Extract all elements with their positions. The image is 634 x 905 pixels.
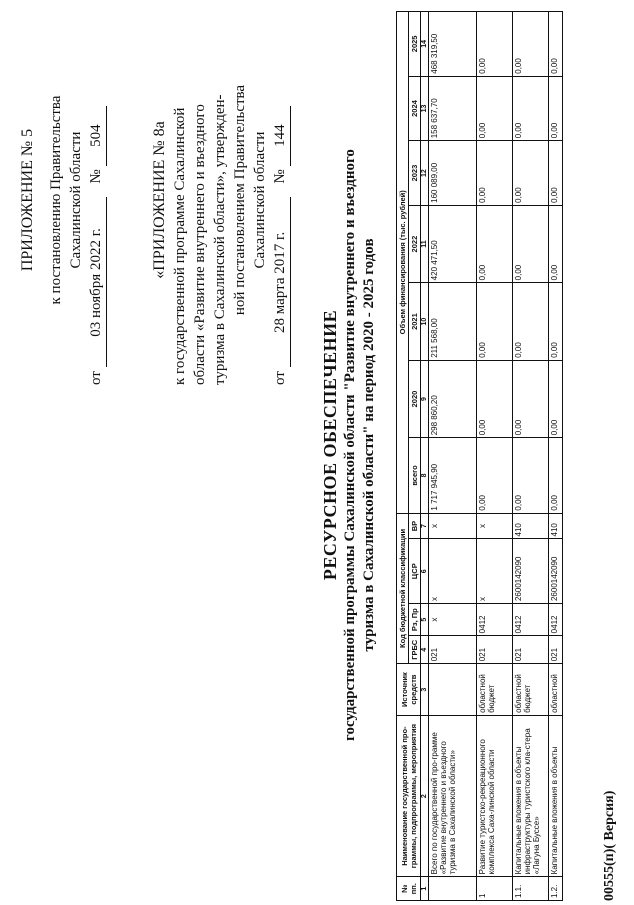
document-version-code: 00555(п)( Версия) — [602, 790, 617, 901]
resolution-number: 504 — [86, 106, 107, 166]
row-total: 0,00 — [513, 438, 549, 513]
column-index: 4 — [421, 636, 429, 664]
subheader-line: туризма в Сахалинской области», утвержден- — [212, 94, 228, 385]
column-index: 1 — [421, 877, 429, 901]
row-2021: 0,00 — [477, 283, 513, 360]
document-title — [320, 85, 379, 805]
row-2023: 160 089,00 — [429, 141, 477, 206]
row-grbs: 021 — [477, 636, 513, 664]
col-header-amount: Объем финансирования (тыс. рублей) — [397, 12, 409, 514]
column-index: 11 — [421, 205, 429, 282]
col-header-2020: 2020 — [409, 360, 421, 437]
row-vr: х — [429, 513, 477, 539]
table-row — [477, 12, 513, 901]
table-row — [513, 12, 549, 901]
row-rzpr: 0412 — [477, 604, 513, 636]
row-2024: 158 637,70 — [429, 76, 477, 141]
title-main: РЕСУРСНОЕ ОБЕСПЕЧЕНИЕ — [320, 309, 340, 581]
row-2021: 211 568,00 — [429, 283, 477, 360]
row-vr: 410 — [549, 513, 563, 539]
appendix-title: ПРИЛОЖЕНИЕ № 5 — [19, 128, 36, 272]
row-num — [429, 877, 477, 901]
column-index-row — [421, 12, 429, 901]
col-header-2025: 2025 — [409, 12, 421, 77]
column-index: 13 — [421, 76, 429, 141]
row-2025: 0,00 — [513, 12, 549, 77]
col-header-total: всего — [409, 438, 421, 513]
row-2022: 420 471,50 — [429, 205, 477, 282]
column-index: 7 — [421, 513, 429, 539]
column-index: 12 — [421, 141, 429, 206]
row-source: областной — [549, 664, 563, 716]
column-index: 3 — [421, 664, 429, 716]
col-header-rzpr: Рз, Пр — [409, 604, 421, 636]
row-2020: 0,00 — [513, 360, 549, 437]
subheader-line: Сахалинской области — [252, 131, 268, 269]
row-2022: 0,00 — [513, 205, 549, 282]
row-num: 1.1. — [513, 877, 549, 901]
subheader-line: области «Развитие внутреннего и въездного — [192, 104, 208, 385]
row-name: Капитальные вложения в объекты инфраструктуры туристского кла-стера «Лагуна Буссе» — [513, 715, 549, 876]
row-name: Всего по государственной про-грамме «Развитие внутреннего и въездного туризма в Сахалинской области» — [429, 715, 477, 876]
row-csr: 2600142090 — [513, 539, 549, 604]
table-header-row — [397, 12, 409, 901]
row-num: 1 — [477, 877, 513, 901]
program-date-line: от 28 марта 2017 г. № 144 — [270, 15, 291, 385]
row-csr: х — [429, 539, 477, 604]
column-index: 2 — [421, 715, 429, 876]
title-line-3: туризма в Сахалинской области" на период 2020 - 2025 годов — [361, 238, 377, 652]
column-index: 5 — [421, 604, 429, 636]
row-total: 1 717 945,90 — [429, 438, 477, 513]
row-source — [429, 664, 477, 716]
program-number: 144 — [270, 106, 291, 166]
row-2020: 298 860,20 — [429, 360, 477, 437]
col-header-name: Наименование государственной про-граммы, подпрограммы, мероприятия — [397, 715, 421, 876]
row-2020: 0,00 — [549, 360, 563, 437]
column-index: 14 — [421, 12, 429, 77]
table-row — [549, 12, 563, 901]
resolution-date-line: от 03 ноября 2022 г. № 504 — [86, 15, 107, 385]
row-2025: 468 319,50 — [429, 12, 477, 77]
column-index: 9 — [421, 360, 429, 437]
program-date: 28 марта 2017 г. — [270, 197, 291, 367]
row-2023: 0,00 — [477, 141, 513, 206]
row-2024: 0,00 — [513, 76, 549, 141]
row-2021: 0,00 — [513, 283, 549, 360]
region-line: Сахалинской области — [68, 131, 84, 269]
row-2024: 0,00 — [477, 76, 513, 141]
row-source: областной бюджет — [477, 664, 513, 716]
row-total: 0,00 — [477, 438, 513, 513]
row-2021: 0,00 — [549, 283, 563, 360]
row-rzpr: х — [429, 604, 477, 636]
row-2024: 0,00 — [549, 76, 563, 141]
row-2022: 0,00 — [477, 205, 513, 282]
appendix-header — [18, 15, 107, 385]
program-appendix-header — [150, 15, 291, 385]
resource-table — [396, 11, 563, 901]
col-header-grbs: ГРБС — [409, 636, 421, 664]
title-line-2: государственной программы Сахалинской области "Развитие внутреннего и въездного — [342, 149, 358, 741]
resolution-line: к постановлению Правительства — [48, 95, 64, 305]
column-index: 6 — [421, 539, 429, 604]
subheader-line: к государственной программе Сахалинской — [172, 107, 188, 385]
resolution-date: 03 ноября 2022 г. — [86, 197, 107, 367]
row-csr: х — [477, 539, 513, 604]
row-grbs: 021 — [549, 636, 563, 664]
row-2020: 0,00 — [477, 360, 513, 437]
row-grbs: 021 — [429, 636, 477, 664]
row-2025: 0,00 — [477, 12, 513, 77]
col-header-2023: 2023 — [409, 141, 421, 206]
row-total: 0,00 — [549, 438, 563, 513]
row-csr: 2600142090 — [549, 539, 563, 604]
row-2022: 0,00 — [549, 205, 563, 282]
subheader-line: ной постановлением Правительства — [232, 84, 248, 316]
row-name: Развитие туристско-рекреационного комплекса Саха-линской области — [477, 715, 513, 876]
column-index: 10 — [421, 283, 429, 360]
row-2025: 0,00 — [549, 12, 563, 77]
col-header-vr: ВР — [409, 513, 421, 539]
col-header-csr: ЦСР — [409, 539, 421, 604]
row-vr: 410 — [513, 513, 549, 539]
col-header-num: № пп. — [397, 877, 421, 901]
row-name: Капитальные вложения в объекты — [549, 715, 563, 876]
program-appendix-title: «ПРИЛОЖЕНИЕ № 8а — [151, 121, 168, 279]
row-2023: 0,00 — [513, 141, 549, 206]
row-rzpr: 0412 — [513, 604, 549, 636]
row-vr: х — [477, 513, 513, 539]
col-header-source: Источник средств — [397, 664, 421, 716]
col-header-2022: 2022 — [409, 205, 421, 282]
row-rzpr: 0412 — [549, 604, 563, 636]
col-header-2024: 2024 — [409, 76, 421, 141]
row-2023: 0,00 — [549, 141, 563, 206]
row-num: 1.2. — [549, 877, 563, 901]
row-grbs: 021 — [513, 636, 549, 664]
column-index: 8 — [421, 438, 429, 513]
table-row — [429, 12, 477, 901]
row-source: областной бюджет — [513, 664, 549, 716]
col-header-2021: 2021 — [409, 283, 421, 360]
col-header-budget-code: Код бюджетной классификации — [397, 513, 409, 664]
